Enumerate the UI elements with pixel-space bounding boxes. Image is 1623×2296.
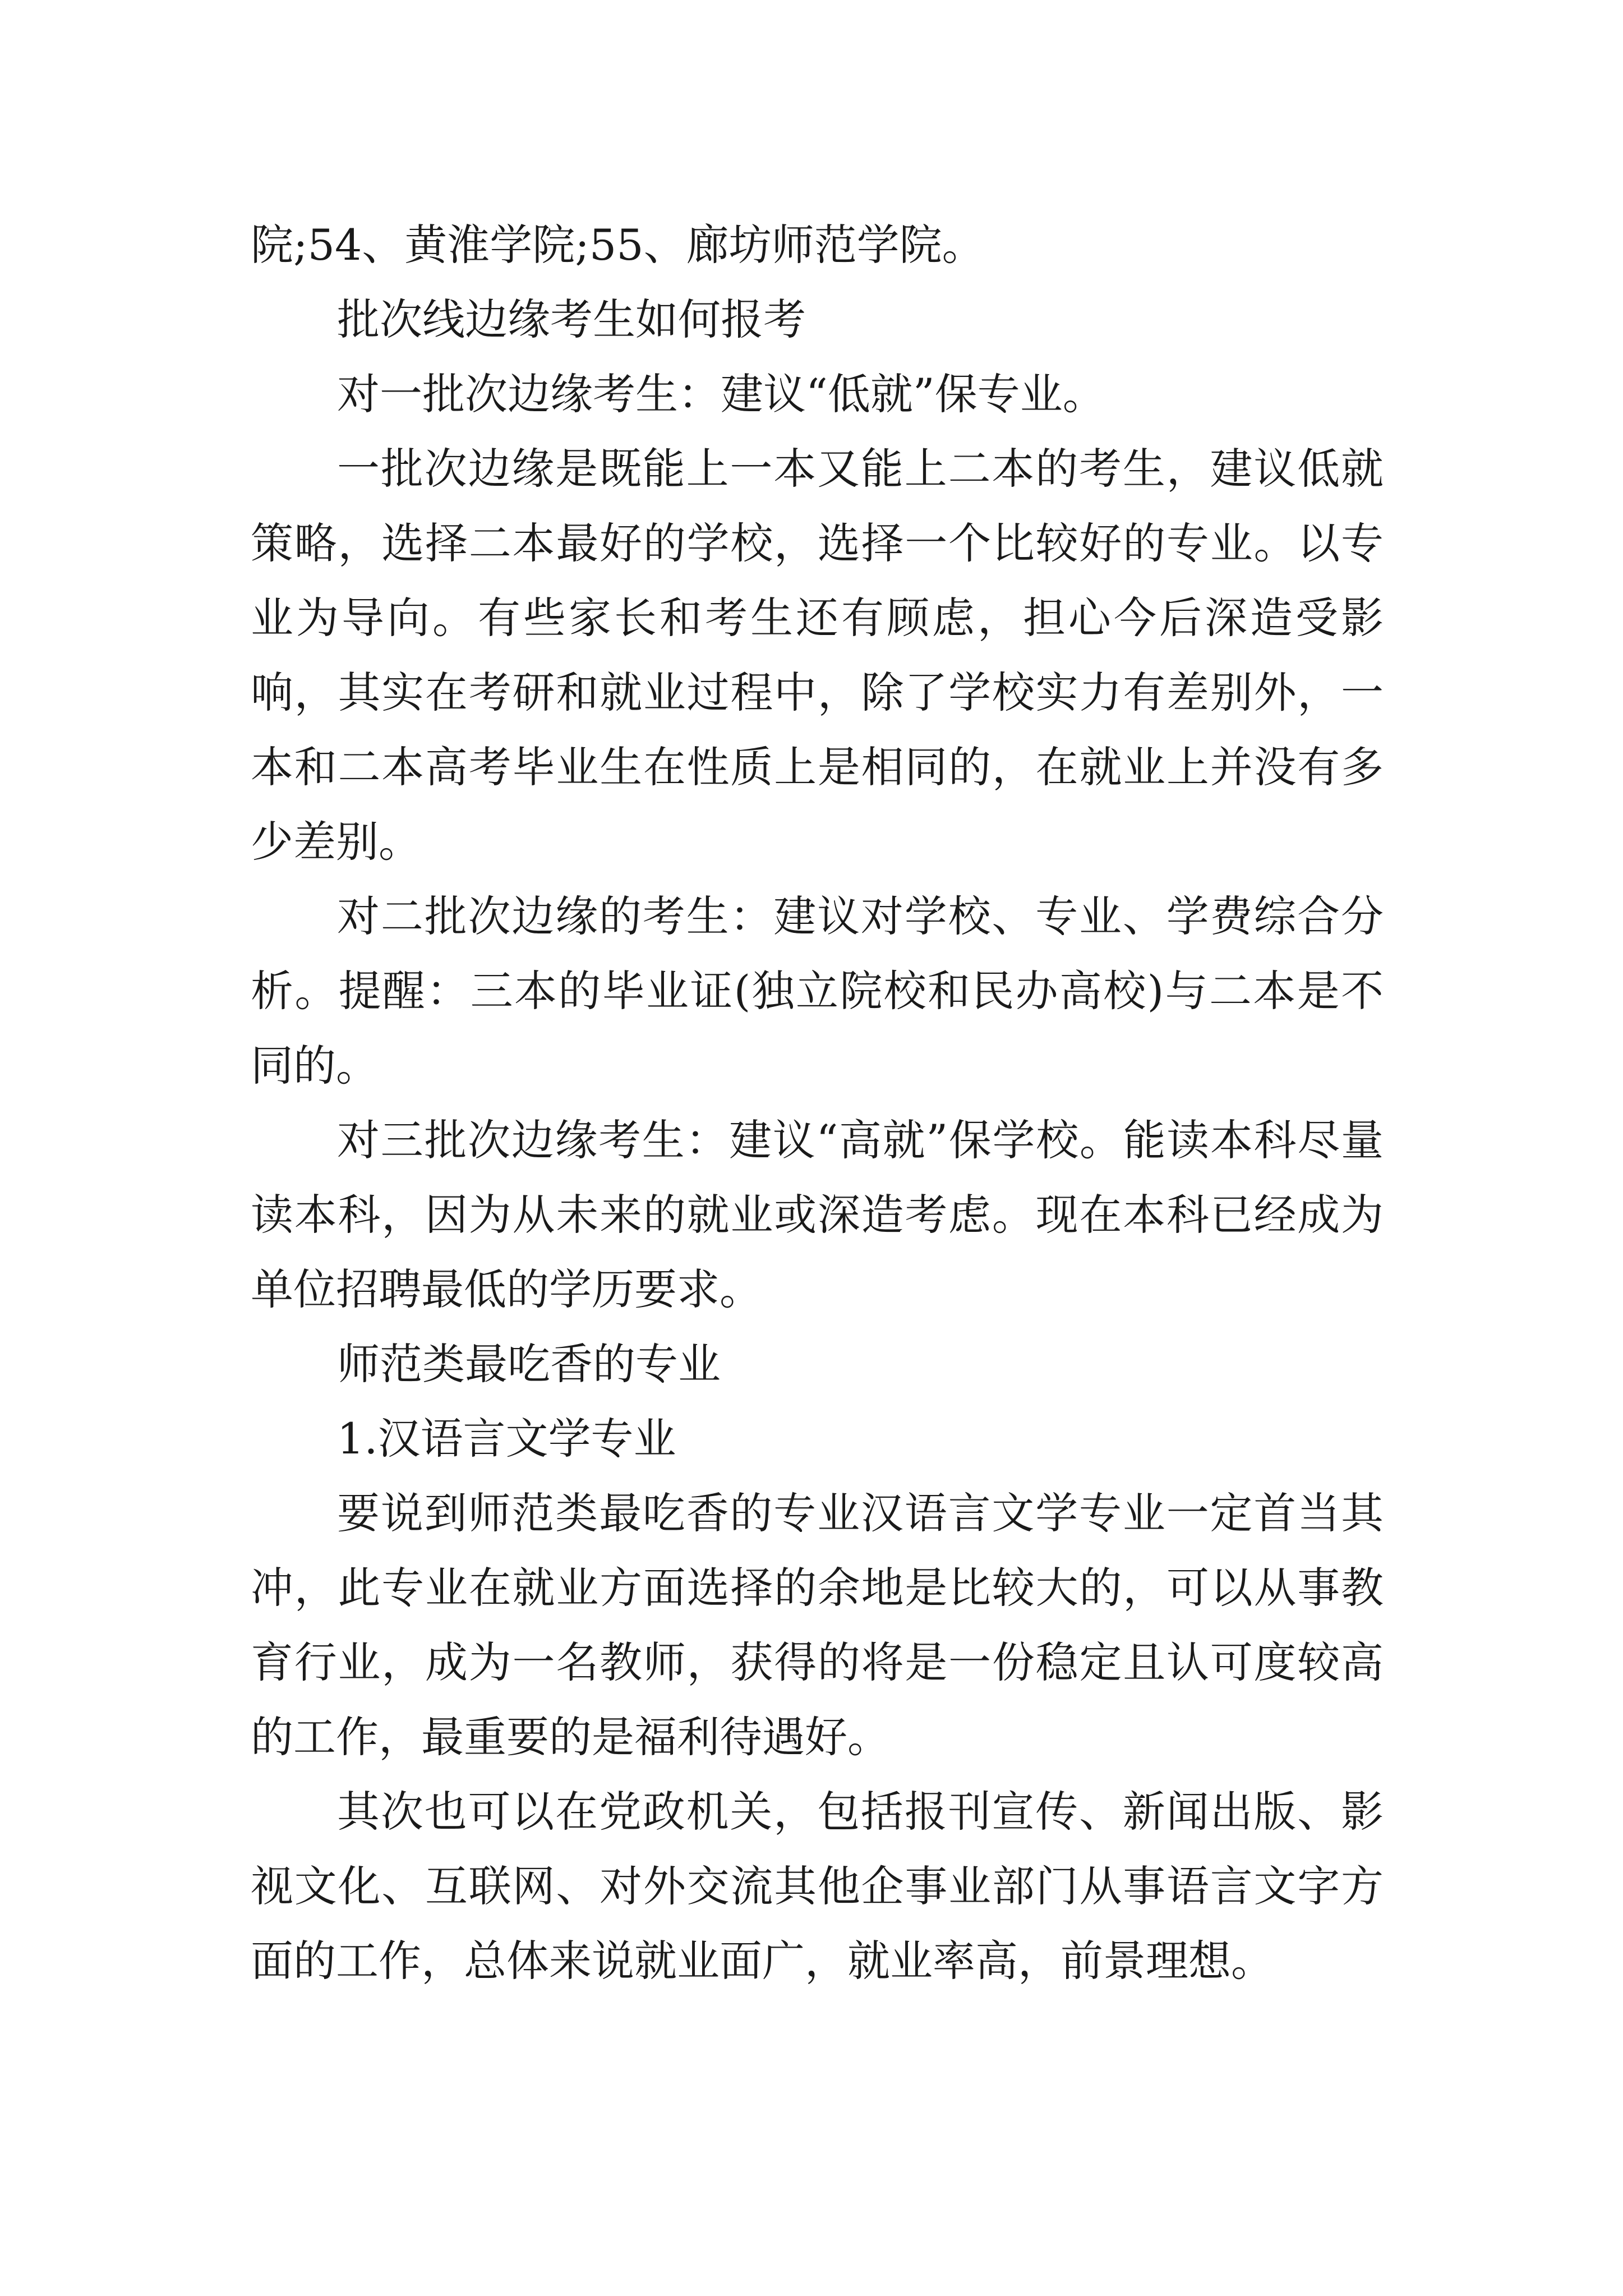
- paragraph-career-options: 其次也可以在党政机关，包括报刊宣传、新闻出版、影视文化、互联网、对外交流其他企事业部门从事语言文字方面的工作，总体来说就业面广，就业率高，前景理想。: [251, 1787, 1384, 1986]
- paragraph-first-batch-advice: 对一批次边缘考生：建议“低就”保专业。: [337, 369, 1105, 419]
- paragraph-first-batch-detail: 一批次边缘是既能上一本又能上二本的考生，建议低就策略，选择二本最好的学校，选择一个比较好的专业。以专业为导向。有些家长和考生还有顾虑，担心今后深造受影响，其实在考研和就业过程中，除了学校实力有差别外，一本和二本高考毕业生在性质上是相同的，在就业上并没有多少差别。: [251, 444, 1384, 867]
- section-heading-borderline-applicants: 批次线边缘考生如何报考: [337, 295, 806, 344]
- paragraph-third-batch-advice: 对三批次边缘考生：建议“高就”保学校。能读本科尽量读本科，因为从未来的就业或深造考虑。现在本科已经成为单位招聘最低的学历要求。: [251, 1115, 1384, 1314]
- paragraph-list-continuation: 院;54、黄淮学院;55、廊坊师范学院。: [251, 220, 985, 270]
- document-body: [251, 208, 1384, 1998]
- section-heading-normal-majors: 师范类最吃香的专业: [337, 1339, 721, 1389]
- paragraph-second-batch-advice: 对二批次边缘的考生：建议对学校、专业、学费综合分析。提醒：三本的毕业证(独立院校和民办高校)与二本是不同的。: [251, 891, 1384, 1091]
- paragraph-chinese-literature-detail: 要说到师范类最吃香的专业汉语言文学专业一定首当其冲，此专业在就业方面选择的余地是比较大的，可以从事教育行业，成为一名教师，获得的将是一份稳定且认可度较高的工作，最重要的是福利待遇好。: [251, 1488, 1384, 1762]
- subheading-chinese-literature: 1.汉语言文学专业: [337, 1414, 676, 1464]
